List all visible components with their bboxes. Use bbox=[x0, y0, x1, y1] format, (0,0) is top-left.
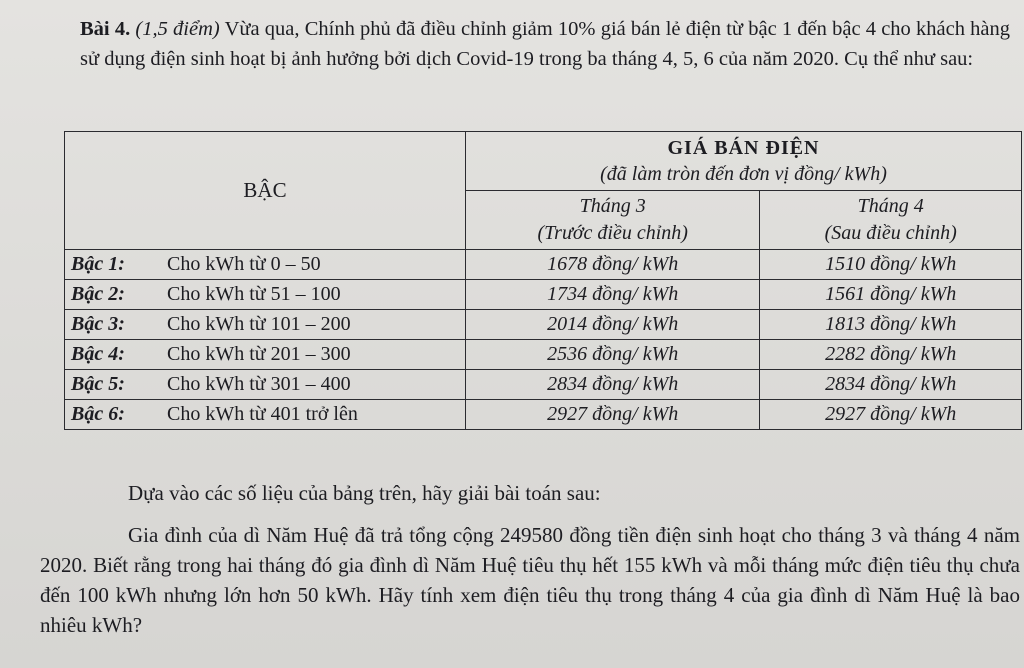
header-price-subtitle: (đã làm tròn đến đơn vị đồng/ kWh) bbox=[600, 163, 887, 185]
header-month-3 bbox=[466, 191, 760, 250]
table-row bbox=[65, 340, 1022, 370]
exercise-points: (1,5 điểm) bbox=[135, 18, 220, 40]
price-month-3: 2927 đồng/ kWh bbox=[466, 400, 760, 430]
tier-label: Bậc 4: bbox=[71, 343, 125, 365]
table-row bbox=[65, 310, 1022, 340]
tier-cell bbox=[65, 250, 466, 280]
tier-range: Cho kWh từ 401 trở lên bbox=[167, 403, 358, 425]
tier-range: Cho kWh từ 301 – 400 bbox=[167, 373, 351, 395]
price-month-3: 2834 đồng/ kWh bbox=[466, 370, 760, 400]
price-month-3: 1678 đồng/ kWh bbox=[466, 250, 760, 280]
tier-cell bbox=[65, 280, 466, 310]
exercise-title: Bài 4. bbox=[80, 18, 131, 40]
tier-cell bbox=[65, 370, 466, 400]
header-month-3-note: (Trước điều chỉnh) bbox=[537, 222, 688, 244]
price-month-4: 1813 đồng/ kWh bbox=[760, 310, 1022, 340]
tier-label: Bậc 5: bbox=[71, 373, 125, 395]
intro-paragraph bbox=[80, 14, 1010, 74]
tier-cell bbox=[65, 310, 466, 340]
header-month-4 bbox=[760, 191, 1022, 250]
price-month-4: 2282 đồng/ kWh bbox=[760, 340, 1022, 370]
intro-text: Vừa qua, Chính phủ đã điều chỉnh giảm 10% giá bán lẻ điện từ bậc 1 đến bậc 4 cho khách hàng sử dụng điện sinh hoạt bị ảnh hưởng bởi dịch Covid-19 trong ba tháng 4, 5, 6 của năm 2020. Cụ thể như sau: bbox=[80, 18, 1010, 70]
tier-range: Cho kWh từ 0 – 50 bbox=[167, 253, 321, 275]
table-row bbox=[65, 250, 1022, 280]
table-row bbox=[65, 370, 1022, 400]
tier-range: Cho kWh từ 51 – 100 bbox=[167, 283, 341, 305]
problem-intro bbox=[80, 14, 1010, 74]
price-month-4: 1561 đồng/ kWh bbox=[760, 280, 1022, 310]
table-row bbox=[65, 280, 1022, 310]
tier-label: Bậc 3: bbox=[71, 313, 125, 335]
price-month-3: 2014 đồng/ kWh bbox=[466, 310, 760, 340]
electricity-price-table bbox=[64, 131, 1022, 430]
price-month-3: 2536 đồng/ kWh bbox=[466, 340, 760, 370]
tier-cell bbox=[65, 400, 466, 430]
tier-cell bbox=[65, 340, 466, 370]
header-month-4-name: Tháng 4 bbox=[857, 195, 924, 217]
header-month-4-note: (Sau điều chỉnh) bbox=[824, 222, 957, 244]
tier-label: Bậc 2: bbox=[71, 283, 125, 305]
problem-task bbox=[40, 478, 1020, 640]
task-lead: Dựa vào các số liệu của bảng trên, hãy giải bài toán sau: bbox=[128, 481, 601, 505]
tier-label: Bậc 1: bbox=[71, 253, 125, 275]
price-month-4: 2927 đồng/ kWh bbox=[760, 400, 1022, 430]
tier-label: Bậc 6: bbox=[71, 403, 125, 425]
header-month-3-name: Tháng 3 bbox=[579, 195, 646, 217]
price-month-4: 1510 đồng/ kWh bbox=[760, 250, 1022, 280]
price-month-4: 2834 đồng/ kWh bbox=[760, 370, 1022, 400]
header-price-title: GIÁ BÁN ĐIỆN bbox=[667, 137, 820, 159]
tier-range: Cho kWh từ 101 – 200 bbox=[167, 313, 351, 335]
tier-range: Cho kWh từ 201 – 300 bbox=[167, 343, 351, 365]
header-price bbox=[466, 132, 1022, 191]
price-month-3: 1734 đồng/ kWh bbox=[466, 280, 760, 310]
header-tier: BẬC bbox=[65, 132, 466, 250]
task-problem: Gia đình của dì Năm Huệ đã trả tổng cộng 249580 đồng tiền điện sinh hoạt cho tháng 3 và tháng 4 năm 2020. Biết rằng trong hai tháng đó gia đình dì Năm Huệ tiêu thụ hết 155 kWh và mỗi tháng mức điện tiêu thụ chưa đến 100 kWh nhưng lớn hơn 50 kWh. Hãy tính xem điện tiêu thụ trong tháng 4 của gia đình dì Năm Huệ là bao nhiêu kWh? bbox=[40, 523, 1020, 637]
table-row bbox=[65, 400, 1022, 430]
